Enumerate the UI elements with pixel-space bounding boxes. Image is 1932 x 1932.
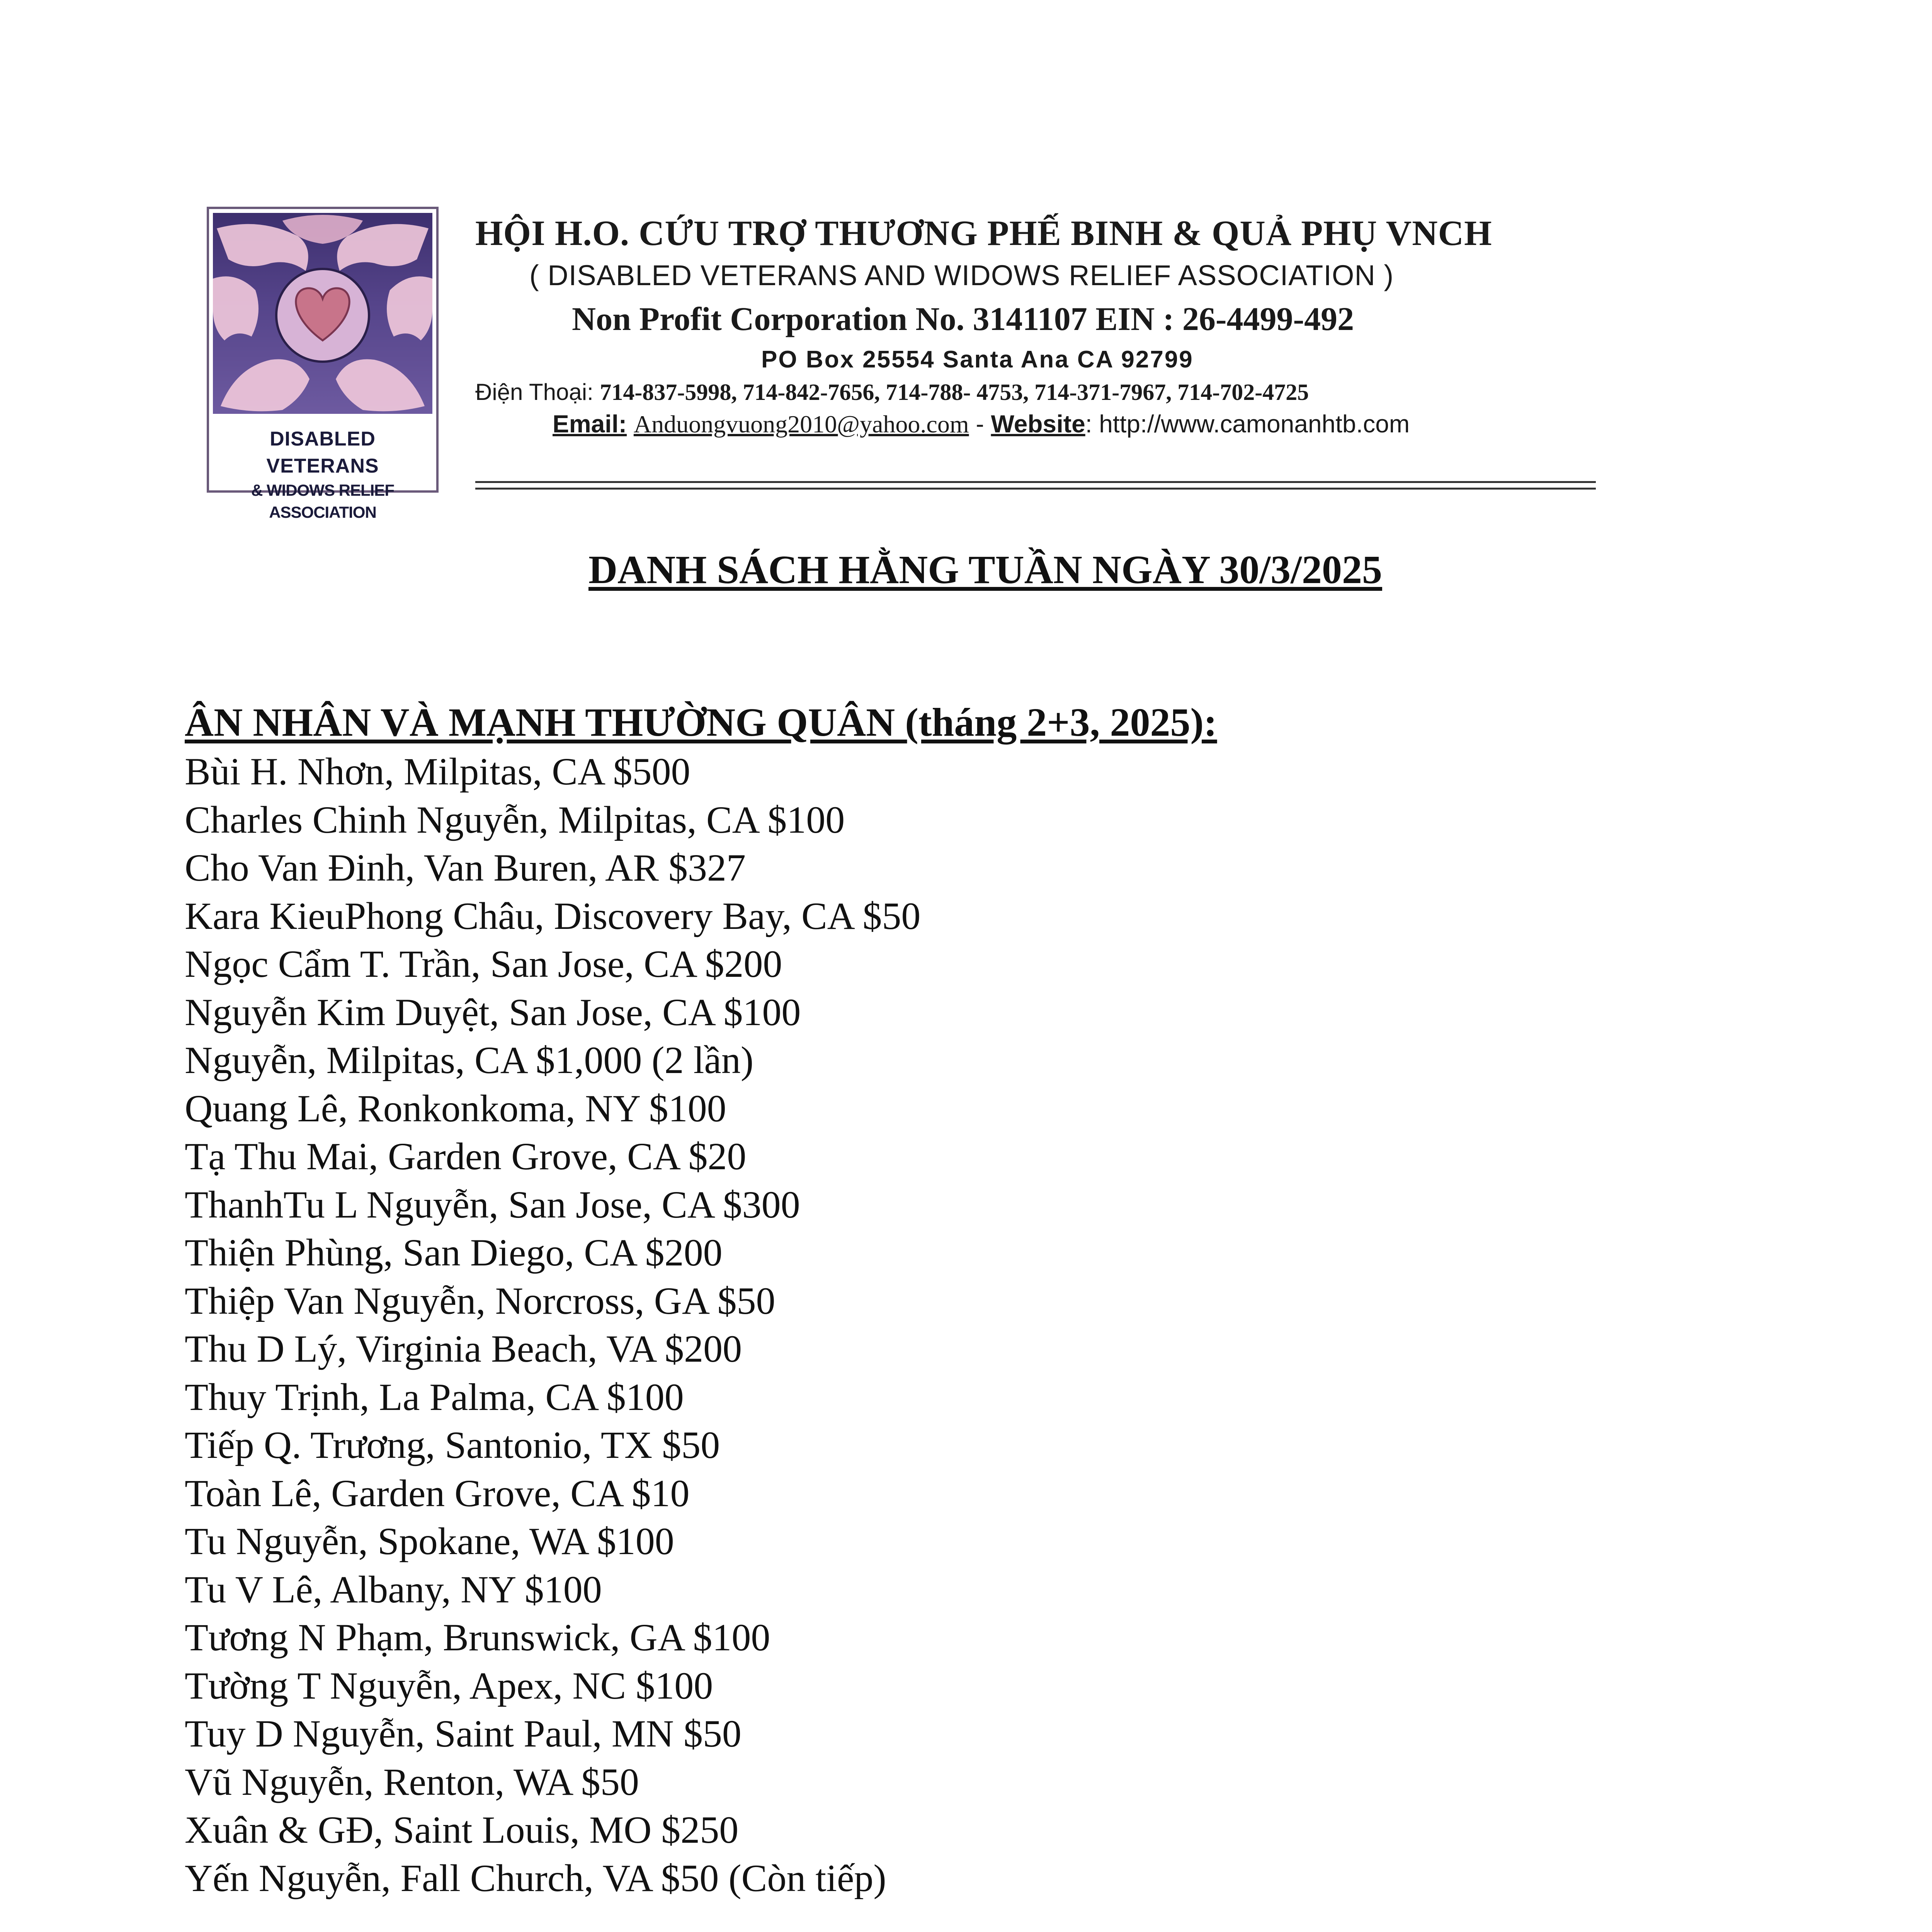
- contact-separator: -: [969, 410, 991, 438]
- list-item: Tiếp Q. Trương, Santonio, TX $50: [185, 1423, 720, 1466]
- list-item: Tường T Nguyễn, Apex, NC $100: [185, 1664, 713, 1707]
- phone-numbers: 714-837-5998, 714-842-7656, 714-788- 4753, 714-371-7967, 714-702-4725: [600, 379, 1309, 405]
- list-item: Tu Nguyễn, Spokane, WA $100: [185, 1520, 674, 1563]
- list-item: Kara KieuPhong Châu, Discovery Bay, CA $50: [185, 894, 921, 937]
- list-item: Thuy Trịnh, La Palma, CA $100: [185, 1375, 684, 1418]
- list-item: Thiện Phùng, San Diego, CA $200: [185, 1231, 723, 1274]
- list-item: Tạ Thu Mai, Garden Grove, CA $20: [185, 1135, 747, 1178]
- list-item: Xuân & GĐ, Saint Louis, MO $250: [185, 1808, 739, 1851]
- email-label: Email:: [553, 410, 627, 438]
- website-link[interactable]: : http://www.camonanhtb.com: [1085, 410, 1410, 438]
- phone-line: [475, 379, 1309, 406]
- list-item: Thiệp Van Nguyễn, Norcross, GA $50: [185, 1279, 776, 1322]
- list-item: Ngọc Cẩm T. Trần, San Jose, CA $200: [185, 942, 782, 985]
- list-item: Quang Lê, Ronkonkoma, NY $100: [185, 1087, 726, 1130]
- list-item: Yến Nguyễn, Fall Church, VA $50 (Còn tiếp): [185, 1856, 886, 1900]
- list-item: Tu V Lê, Albany, NY $100: [185, 1568, 602, 1611]
- association-logo: [207, 207, 439, 522]
- email-link[interactable]: Anduongvuong2010@yahoo.com: [633, 410, 969, 438]
- org-name-english: ( DISABLED VETERANS AND WIDOWS RELIEF ASSOCIATION ): [529, 259, 1394, 291]
- hands-heart-icon: [213, 213, 432, 414]
- list-item: ThanhTu L Nguyễn, San Jose, CA $300: [185, 1183, 800, 1226]
- list-item: Cho Van Đinh, Van Buren, AR $327: [185, 846, 746, 889]
- list-item: Vũ Nguyễn, Renton, WA $50: [185, 1760, 639, 1803]
- header-rule-top: [475, 481, 1596, 483]
- donors-heading: ÂN NHÂN VÀ MẠNH THƯỜNG QUÂN (tháng 2+3, 2025):: [185, 700, 1217, 745]
- page-title: DANH SÁCH HẰNG TUẦN NGÀY 30/3/2025: [588, 548, 1383, 592]
- list-item: Nguyễn, Milpitas, CA $1,000 (2 lần): [185, 1039, 754, 1082]
- donors-list: [185, 748, 920, 1902]
- header-rule-bottom: [475, 488, 1596, 490]
- list-item: Bùi H. Nhơn, Milpitas, CA $500: [185, 750, 690, 793]
- logo-caption-line2: & WIDOWS RELIEF ASSOCIATION: [251, 481, 394, 522]
- list-item: Tương N Phạm, Brunswick, GA $100: [185, 1616, 770, 1659]
- contact-line: [553, 410, 1410, 439]
- corporation-number: Non Profit Corporation No. 3141107 EIN : 26-4499-492: [572, 300, 1354, 337]
- phone-label: Điện Thoại:: [475, 379, 600, 405]
- list-item: Toàn Lê, Garden Grove, CA $10: [185, 1471, 690, 1515]
- logo-caption-line1: DISABLED VETERANS: [266, 428, 379, 478]
- list-item: Nguyễn Kim Duyệt, San Jose, CA $100: [185, 990, 801, 1034]
- list-item: Charles Chinh Nguyễn, Milpitas, CA $100: [185, 798, 845, 841]
- website-label: Website: [991, 410, 1085, 438]
- po-box: PO Box 25554 Santa Ana CA 92799: [761, 346, 1194, 373]
- list-item: Thu D Lý, Virginia Beach, VA $200: [185, 1327, 742, 1370]
- list-item: Tuy D Nguyễn, Saint Paul, MN $50: [185, 1712, 742, 1755]
- org-name: HỘI H.O. CỨU TRỢ THƯƠNG PHẾ BINH & QUẢ PHỤ VNCH: [475, 213, 1492, 253]
